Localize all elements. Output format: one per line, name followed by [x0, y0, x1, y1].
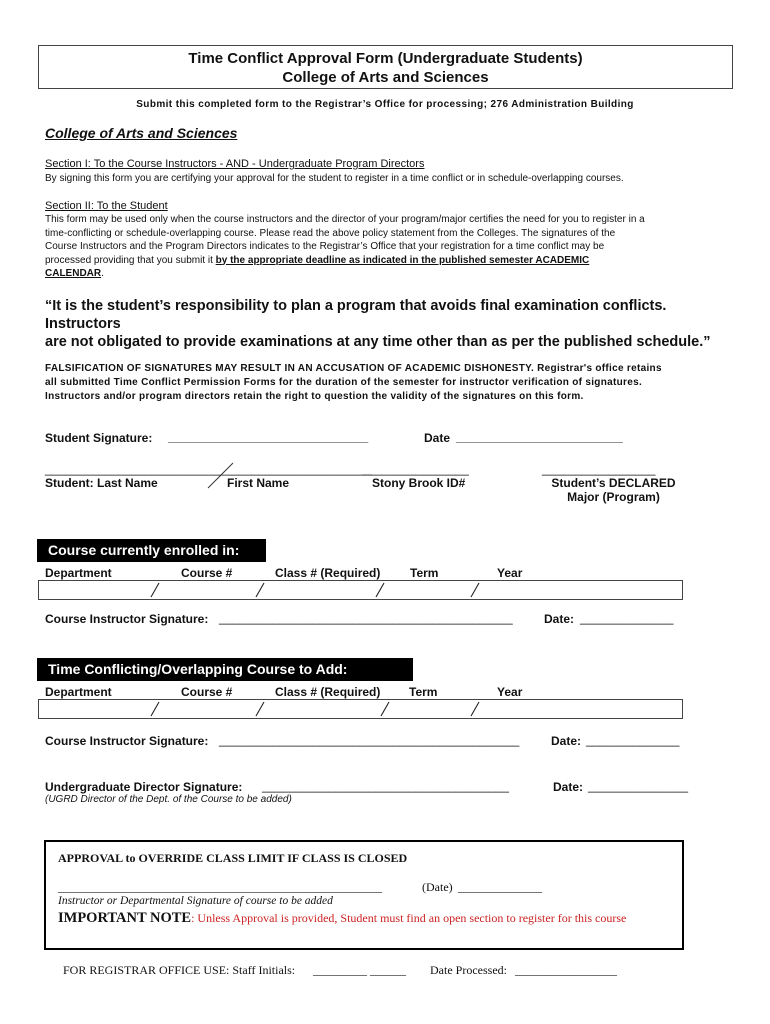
submit-note: Submit this completed form to the Registrar’s Office for processing; 276 Administration Building: [136, 99, 634, 110]
add-row-dividers: [39, 700, 682, 718]
enrolled-course-row[interactable]: [38, 580, 683, 600]
section2-text: This form may be used only when the course instructors and the director of your program/major certifies the need for you to register in a time-conflicting or schedule-overlapping course. Please read the above policy statement from the Colleges. The signatures of the Course Instructors and the Program Directors indicates to the Registrar’s Office that your registration for a time conflict may be processed providing that you submit it by the appropriate deadline as indicated in the published semester ACADEMIC CALENDAR.: [45, 214, 645, 279]
falsification-warning: FALSIFICATION OF SIGNATURES MAY RESULT IN AN ACCUSATION OF ACADEMIC DISHONESTY. Registrar's office retains all submitted Time Conflict Permission Forms for the duration of the semester for instructor verification of signatures. Instructors and/or program directors retain the right to question the validity of the signatures on this form.: [45, 363, 662, 402]
add-course-header: Course #: [181, 685, 233, 699]
policy-quote: “It is the student’s responsibility to plan a program that avoids final examination conflicts. Instructors are not obligated to provide examinations at any time other than as per the published schedule.”: [45, 298, 711, 350]
enrolled-course-bar: Course currently enrolled in:: [37, 539, 266, 562]
date-processed-label: Date Processed:: [430, 963, 507, 977]
last-name-label: Student: Last Name: [45, 476, 158, 490]
enrolled-department-header: Department: [45, 566, 112, 580]
enrolled-course-header: Course #: [181, 566, 233, 580]
add-date-field[interactable]: ______________: [586, 733, 680, 747]
add-course-bar: Time Conflicting/Overlapping Course to Add:: [37, 658, 413, 681]
section1-text: By signing this form you are certifying your approval for the student to register in a time conflict or in schedule-overlapping courses.: [45, 173, 624, 184]
enrolled-term-header: Term: [410, 566, 439, 580]
section2-heading: Section II: To the Student: [45, 200, 168, 212]
enrolled-row-dividers: [39, 581, 682, 599]
add-course-row[interactable]: [38, 699, 683, 719]
stony-brook-id-label: Stony Brook ID#: [372, 476, 466, 490]
student-major-field[interactable]: _________________: [542, 462, 656, 476]
override-signature-field[interactable]: ______________________________________________________: [58, 880, 382, 894]
enrolled-instructor-field[interactable]: ____________________________________________: [219, 611, 513, 625]
registrar-initials-label: FOR REGISTRAR OFFICE USE: Staff Initials:: [63, 963, 296, 977]
add-term-header: Term: [409, 685, 438, 699]
student-signature-label: Student Signature:: [45, 431, 153, 445]
add-class-header: Class # (Required): [275, 685, 381, 699]
override-date-label: (Date): [422, 880, 453, 894]
form-title: Time Conflict Approval Form (Undergraduate Students): [188, 50, 583, 67]
enrolled-year-header: Year: [497, 566, 523, 580]
enrolled-instructor-label: Course Instructor Signature:: [45, 612, 209, 626]
add-department-header: Department: [45, 685, 112, 699]
form-subtitle: College of Arts and Sciences: [282, 69, 489, 86]
override-approval-box: [44, 840, 684, 950]
override-signature-caption: Instructor or Departmental Signature of course to be added: [58, 895, 333, 907]
form-title-box: [38, 45, 733, 89]
enrolled-class-header: Class # (Required): [275, 566, 381, 580]
director-date-label: Date:: [553, 780, 584, 794]
student-id-field[interactable]: ________________: [362, 462, 469, 476]
director-signature-label: Undergraduate Director Signature:: [45, 780, 243, 794]
override-date-field[interactable]: ______________: [458, 880, 542, 894]
director-signature-field[interactable]: _____________________________________: [262, 779, 509, 793]
add-instructor-label: Course Instructor Signature:: [45, 734, 209, 748]
enrolled-date-label: Date:: [544, 612, 575, 626]
director-date-field[interactable]: _______________: [588, 779, 689, 793]
important-note: IMPORTANT NOTE: Unless Approval is provided, Student must find an open section to register for this course: [58, 910, 627, 926]
date-processed-field[interactable]: _________________: [515, 963, 617, 977]
declared-major-label: Student’s DECLARED Major (Program): [551, 476, 676, 504]
section1-heading: Section I: To the Course Instructors - AND - Undergraduate Program Directors: [45, 158, 425, 170]
student-name-field[interactable]: _________________________________________________: [45, 462, 373, 476]
student-date-field[interactable]: _________________________: [456, 430, 623, 444]
override-heading: APPROVAL to OVERRIDE CLASS LIMIT IF CLASS IS CLOSED: [58, 851, 408, 865]
college-heading: College of Arts and Sciences: [45, 125, 238, 141]
student-date-label: Date: [424, 431, 451, 445]
registrar-initials-field[interactable]: _________ ______: [313, 963, 406, 977]
add-instructor-field[interactable]: _____________________________________________: [219, 733, 520, 747]
add-year-header: Year: [497, 685, 523, 699]
student-signature-field[interactable]: ______________________________: [168, 430, 369, 444]
add-date-label: Date:: [551, 734, 582, 748]
enrolled-date-field[interactable]: ______________: [580, 611, 674, 625]
director-note: (UGRD Director of the Dept. of the Course to be added): [45, 794, 292, 805]
first-name-label: First Name: [227, 476, 290, 490]
